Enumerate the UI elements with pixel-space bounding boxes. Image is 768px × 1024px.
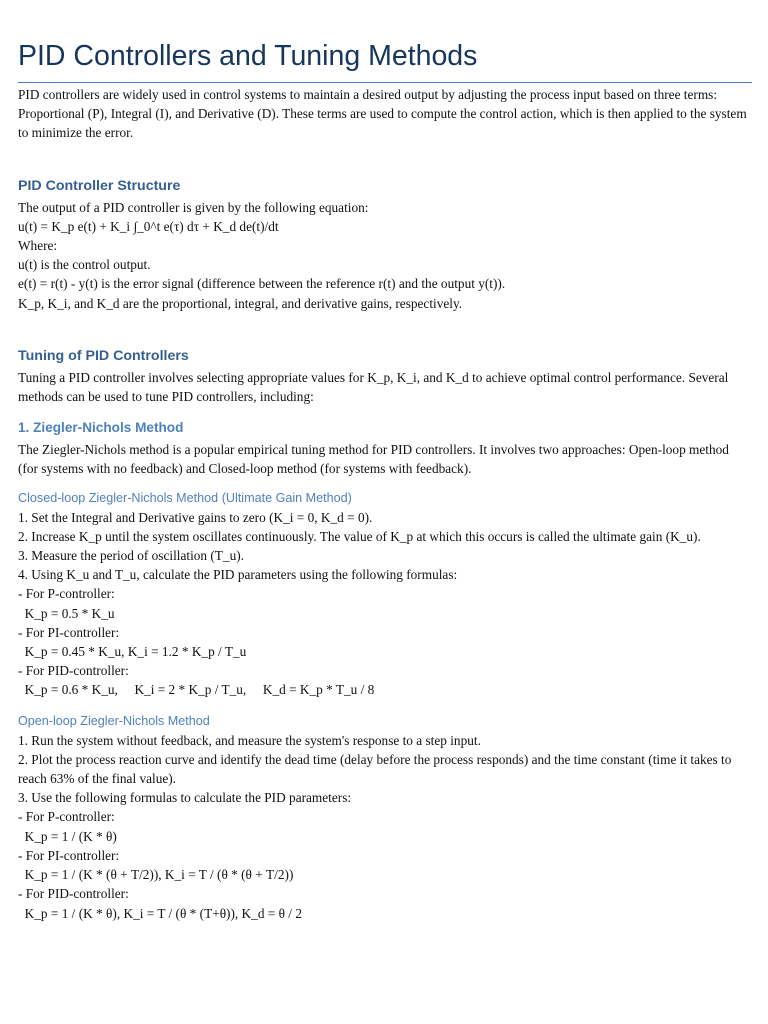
closed-loop-line: 1. Set the Integral and Derivative gains to zero (K_i = 0, K_d = 0). [18,509,373,525]
closed-loop-line: 4. Using K_u and T_u, calculate the PID parameters using the following formulas: [18,567,458,583]
closed-loop-line: - For PID-controller: [18,663,129,679]
structure-line: The output of a PID controller is given by the following equation: [18,199,369,215]
open-loop-formula: K_p = 1 / (K * θ) [18,828,117,844]
closed-loop-line: - For PI-controller: [18,624,120,640]
open-loop-line: 2. Plot the process reaction curve and identify the dead time (delay before the process responds) and the time constant (time it takes to reach 63% of the final value). [18,751,735,787]
closed-loop-line: 3. Measure the period of oscillation (T_u). [18,548,244,564]
structure-section [18,198,750,313]
closed-loop-formula: K_p = 0.6 * K_u, K_i = 2 * K_p / T_u, K_d = K_p * T_u / 8 [18,682,375,698]
structure-line: u(t) is the control output. [18,257,151,273]
ziegler-nichols-heading: 1. Ziegler-Nichols Method [18,420,184,436]
closed-loop-steps [18,508,750,700]
tuning-paragraph: Tuning a PID controller involves selecting appropriate values for K_p, K_i, and K_d to achieve optimal control performance. Several methods can be used to tune PID controllers, including: [18,369,732,405]
closed-loop-formula: K_p = 0.45 * K_u, K_i = 1.2 * K_p / T_u [18,644,247,660]
open-loop-heading: Open-loop Ziegler-Nichols Method [18,713,210,728]
open-loop-line: 3. Use the following formulas to calculate the PID parameters: [18,790,352,806]
page-title: PID Controllers and Tuning Methods [18,38,752,83]
structure-line: e(t) = r(t) - y(t) is the error signal (difference between the reference r(t) and the output y(t)). [18,276,506,292]
open-loop-formula: K_p = 1 / (K * θ), K_i = T / (θ * (T+θ)), K_d = θ / 2 [18,905,302,921]
closed-loop-line: - For P-controller: [18,586,115,602]
structure-line: Where: [18,238,58,254]
open-loop-line: 1. Run the system without feedback, and measure the system's response to a step input. [18,732,481,748]
open-loop-steps [18,731,750,923]
intro-paragraph: PID controllers are widely used in control systems to maintain a desired output by adjusting the process input based on three terms: Proportional (P), Integral (I), and Derivative (D). These terms are used to compute the control action, which is then applied to the system to minimize the error. [18,87,750,141]
open-loop-line: - For PI-controller: [18,847,120,863]
closed-loop-heading: Closed-loop Ziegler-Nichols Method (Ultimate Gain Method) [18,490,352,505]
open-loop-line: - For PID-controller: [18,886,129,902]
open-loop-line: - For P-controller: [18,809,115,825]
pid-equation: u(t) = K_p e(t) + K_i ∫_0^t e(τ) dτ + K_d de(t)/dt [18,218,279,234]
closed-loop-formula: K_p = 0.5 * K_u [18,605,115,621]
structure-line: K_p, K_i, and K_d are the proportional, integral, and derivative gains, respectively. [18,295,463,311]
closed-loop-line: 2. Increase K_p until the system oscillates continuously. The value of K_p at which this occurs is called the ultimate gain (K_u). [18,528,701,544]
open-loop-formula: K_p = 1 / (K * (θ + T/2)), K_i = T / (θ * (θ + T/2)) [18,867,294,883]
tuning-heading: Tuning of PID Controllers [18,347,189,364]
structure-heading: PID Controller Structure [18,177,181,194]
ziegler-nichols-paragraph: The Ziegler-Nichols method is a popular empirical tuning method for PID controllers. It involves two approaches: Open-loop method (for systems with no feedback) and Closed-loop method (for systems with feedback). [18,442,733,477]
